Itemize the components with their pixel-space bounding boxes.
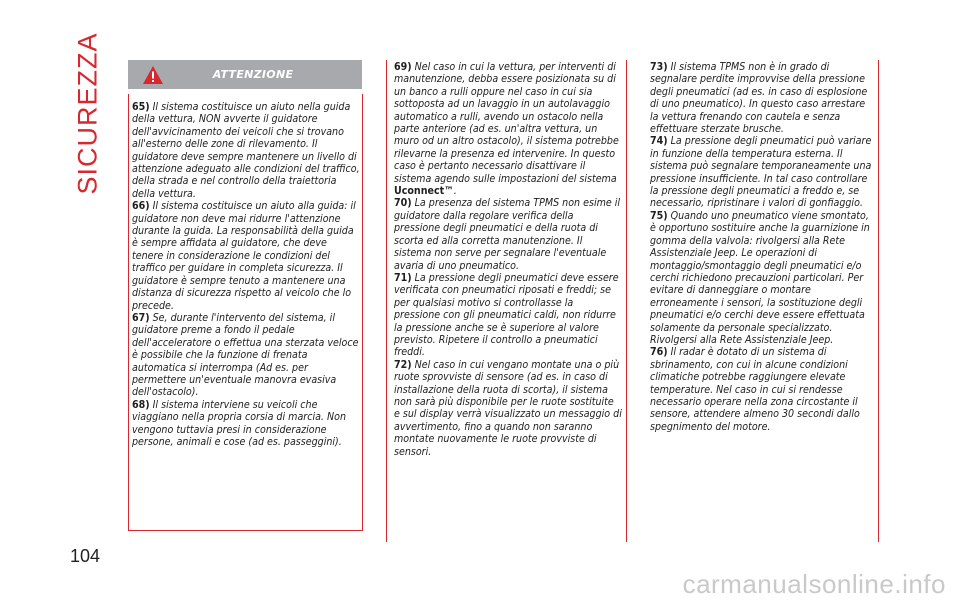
- note-text: Il sistema interviene su veicoli che viaggiano nella propria corsia di marcia. Non vengono tuttavia presi in considerazione persone, animali e cose (ad es. passeggini).: [132, 398, 346, 448]
- note-number: 69): [394, 61, 412, 73]
- note-number: 73): [650, 61, 668, 73]
- note-number: 68): [132, 398, 150, 411]
- warning-triangle-icon: [142, 65, 164, 85]
- note-71: [394, 272, 622, 359]
- warning-header: [128, 60, 362, 89]
- note-70: [394, 197, 622, 271]
- note-text: Il sistema TPMS non è in grado di segnalare perdite improvvise della pressione degli pneumatici (ad es. in caso di esplosione di uno pneumatico). In questo caso arrestare la vettura frenando con cautela e senza effettuare sterzate brusche.: [650, 61, 868, 136]
- note-65: [132, 101, 360, 200]
- note-text: Nel caso in cui vengano montate una o più ruote sprovviste di sensore (ad es. in caso di installazione della ruota di scorta), il sistema non sarà più disponibile per le ruote sostituite e sul display verrà visualizzato un messaggio di avvertimento, fino a quando non saranno montate nuovamente le ruote provviste di sensori.: [394, 358, 622, 458]
- note-number: 71): [394, 271, 412, 284]
- note-number: 74): [650, 135, 668, 148]
- column-divider-middle: [626, 60, 627, 542]
- warning-title: ATTENZIONE: [212, 68, 294, 81]
- note-76: [650, 346, 876, 433]
- note-text: La pressione degli pneumatici può variare in funzione della temperatura esterna. Il sistema può segnalare temporaneamente una pressione insufficiente. In tal caso controllare la pressione degli pneumatici a freddo e, se necessario, ripristinare i valori di gonfiaggio.: [650, 135, 872, 210]
- note-text: La pressione degli pneumatici deve essere verificata con pneumatici riposati e freddi; se per qualsiasi motivo si controllasse la pressione con gli pneumatici caldi, non ridurre la pressione anche se è superiore al valore previsto. Ripetere il controllo a pneumatici freddi.: [394, 271, 619, 359]
- note-text: Il sistema costituisce un aiuto alla guida: il guidatore non deve mai ridurre l'attenzione durante la guida. La responsabilità della guida è sempre affidata al guidatore, che deve tenere in considerazione le condizioni del traffico per guidare in completa sicurezza. Il guidatore è sempre tenuto a mantenere una distanza di sicurezza rispetto al veicolo che lo precede.: [132, 200, 356, 312]
- note-73: [650, 61, 876, 135]
- page-number: 104: [70, 546, 101, 566]
- column-2: [394, 61, 622, 458]
- note-number: 65): [132, 101, 150, 113]
- note-text: Nel caso in cui la vettura, per interventi di manutenzione, debba essere posizionata su di un banco a rulli oppure nel caso in cui sia sottoposta ad un lavaggio in un autolavaggio automatico a rulli, avendo un ostacolo nella parte anteriore (ad es. un'altra vettura, un muro od un altro ostacolo), il sistema potrebbe rilevarne la presenza ed intervenire. In questo caso è pertanto necessario disattivare il sistema agendo sulle impostazioni del sistema: [394, 61, 619, 185]
- note-69: [394, 61, 622, 197]
- note-74: [650, 135, 876, 209]
- section-title: [68, 31, 108, 195]
- note-75: [650, 210, 876, 346]
- note-66: [132, 200, 360, 312]
- note-tail: .: [453, 185, 457, 198]
- note-number: 66): [132, 200, 150, 213]
- column-divider-right: [878, 60, 879, 542]
- note-number: 67): [132, 311, 150, 324]
- note-text: Il sistema costituisce un aiuto nella guida della vettura, NON avverte il guidatore dell'avvicinamento dei veicoli che si trovano all'esterno delle zone di rilevamento. Il guidatore deve sempre mantenere un livello di attenzione adeguato alle condizioni del traffico, della strada e nel controllo della traiettoria della vettura.: [132, 101, 360, 200]
- note-68: [132, 399, 360, 449]
- note-number: 70): [394, 197, 412, 210]
- column-3: [650, 61, 876, 433]
- note-number: 72): [394, 358, 412, 371]
- column-divider-left: [386, 60, 387, 542]
- section-title-text: SICUREZZA: [72, 31, 103, 195]
- note-text: Quando uno pneumatico viene smontato, è opportuno sostituire anche la guarnizione in gomma della valvola: rivolgersi alla Rete Assistenziale Jeep. Le operazioni di montaggio/smontaggio degli pneumatici e/o cerchi richiedono precauzioni particolari. Per evitare di danneggiare o montare erroneamente i sensori, la sostituzione degli pneumatici e/o cerchi deve essere effettuata solamente da personale specializzato. Rivolgersi alla Rete Assistenziale Jeep.: [650, 209, 870, 346]
- note-number: 76): [650, 346, 668, 359]
- note-text: La presenza del sistema TPMS non esime il guidatore dalla regolare verifica della pressione degli pneumatici e della ruota di scorta ed alla corretta manutenzione. Il sistema non serve per segnalare l'eventuale avaria di uno pneumatico.: [394, 197, 621, 272]
- watermark: carmanualsonline.info: [682, 569, 946, 599]
- note-number: 75): [650, 209, 668, 222]
- note-text: Se, durante l'intervento del sistema, il guidatore preme a fondo il pedale dell'acceleratore o effettua una sterzata veloce è possibile che la funzione di frenata automatica si interrompa (Ad es. per permettere un'eventuale manovra evasiva dell'ostacolo).: [132, 311, 359, 399]
- note-72: [394, 359, 622, 458]
- uconnect-brand: Uconnect™: [394, 185, 454, 198]
- note-text: Il radar è dotato di un sistema di sbrinamento, con cui in alcune condizioni climatiche potrebbe raggiungere elevate temperature. Nel caso in cui si rendesse necessario operare nella zona circostante il sensore, attendere almeno 30 secondi dallo spegnimento del motore.: [650, 346, 860, 433]
- note-67: [132, 312, 360, 399]
- column-1: [132, 101, 360, 448]
